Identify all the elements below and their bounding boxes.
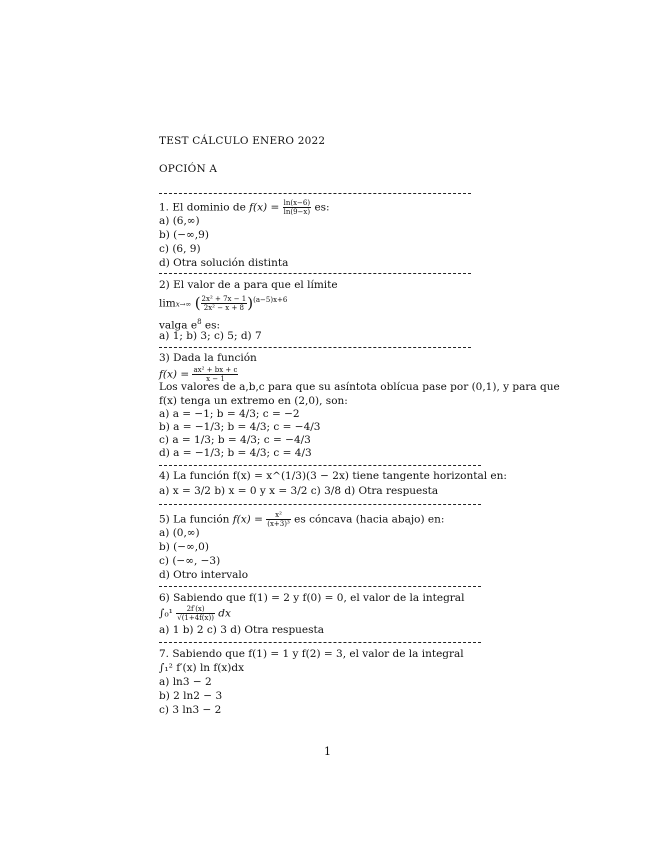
q7-statement: 7. Sabiendo que f(1) = 1 y f(2) = 3, el valor de la integral	[159, 648, 464, 660]
q3-statement: 3) Dada la función	[159, 352, 257, 364]
q3-fraction: $\frac{\text{ax² + bx + c}}{x - 1}$	[193, 366, 238, 383]
q3-line2: f(x) tenga un extremo en (2,0), son:	[159, 395, 348, 407]
q7-option-a: a) ln3 − 2	[159, 676, 212, 688]
separator	[159, 642, 481, 643]
separator	[159, 347, 471, 348]
q2-limit: limx→∞ ( $\frac{\text{2x² + 7x − 1}}{\text{2x² − x + 8}}$ )$^{(a-5)x+6}$	[159, 294, 288, 312]
q6-integral: ∫₀¹ $\frac{2f'(x)}{√(1+4f(x))}$ dx	[159, 605, 231, 622]
q1-option-a: a) (6,∞)	[159, 215, 200, 227]
q6-statement: 6) Sabiendo que f(1) = 2 y f(0) = 0, el valor de la integral	[159, 592, 465, 604]
separator	[159, 465, 481, 466]
q5-option-d: d) Otro intervalo	[159, 569, 249, 581]
q3-option-c: c) a = 1/3; b = 4/3; c = −4/3	[159, 434, 311, 446]
q3-option-d: d) a = −1/3; b = 4/3; c = 4/3	[159, 447, 312, 459]
separator	[159, 586, 481, 587]
q2-value: valga $e^8$ es:	[159, 318, 221, 332]
q7-option-c: c) 3 ln3 − 2	[159, 704, 222, 716]
q4-options: a) x = 3/2 b) x = 0 y x = 3/2 c) 3/8 d) Otra respuesta	[159, 485, 439, 497]
q7-integral: ∫₁² f′(x) ln f(x)dx	[159, 662, 245, 674]
q1-option-b: b) (−∞,9)	[159, 229, 209, 241]
separator	[159, 273, 471, 274]
q2-fraction: $\frac{\text{2x² + 7x − 1}}{\text{2x² − x + 8}}$	[201, 295, 247, 312]
q3-option-b: b) a = −1/3; b = 4/3; c = −4/3	[159, 421, 321, 433]
separator	[159, 504, 481, 505]
q1-option-c: c) (6, 9)	[159, 243, 201, 255]
q4-statement: 4) La función f(x) = x^(1/3)(3 − 2x) tiene tangente horizontal en:	[159, 470, 507, 482]
q5-statement: 5) La función f(x) = $\frac{\text{x²}}{\text{(x+3)³}}$ es cóncava (hacia abajo) en:	[159, 511, 445, 528]
q1-fraction: $\frac{\ln(x-6)}{\ln(9-x)}$	[283, 199, 311, 216]
exam-title: TEST CÁLCULO ENERO 2022	[159, 135, 326, 147]
q2-statement: 2) El valor de a para que el límite	[159, 279, 338, 291]
separator	[159, 193, 471, 194]
page-number: 1	[324, 745, 331, 758]
q5-fraction: $\frac{\text{x²}}{\text{(x+3)³}}$	[267, 511, 290, 528]
q5-option-c: c) (−∞, −3)	[159, 555, 221, 567]
q5-option-b: b) (−∞,0)	[159, 541, 209, 553]
q2-options: a) 1; b) 3; c) 5; d) 7	[159, 330, 262, 342]
q3-function: f(x) = $\frac{\text{ax² + bx + c}}{x - 1}$	[159, 366, 238, 383]
q5-option-a: a) (0,∞)	[159, 527, 200, 539]
q6-fraction: $\frac{2f'(x)}{√(1+4f(x))}$	[177, 605, 214, 622]
q3-option-a: a) a = −1; b = 4/3; c = −2	[159, 408, 300, 420]
q7-option-b: b) 2 ln2 − 3	[159, 690, 223, 702]
q6-options: a) 1 b) 2 c) 3 d) Otra respuesta	[159, 624, 325, 636]
q3-line1: Los valores de a,b,c para que su asíntota oblícua pase por (0,1), y para que	[159, 381, 560, 393]
q1-option-d: d) Otra solución distinta	[159, 257, 289, 269]
option-label: OPCIÓN A	[159, 163, 218, 175]
q1-statement: 1. El dominio de f(x) = $\frac{\ln(x-6)}{\ln(9-x)}$ es:	[159, 199, 330, 216]
